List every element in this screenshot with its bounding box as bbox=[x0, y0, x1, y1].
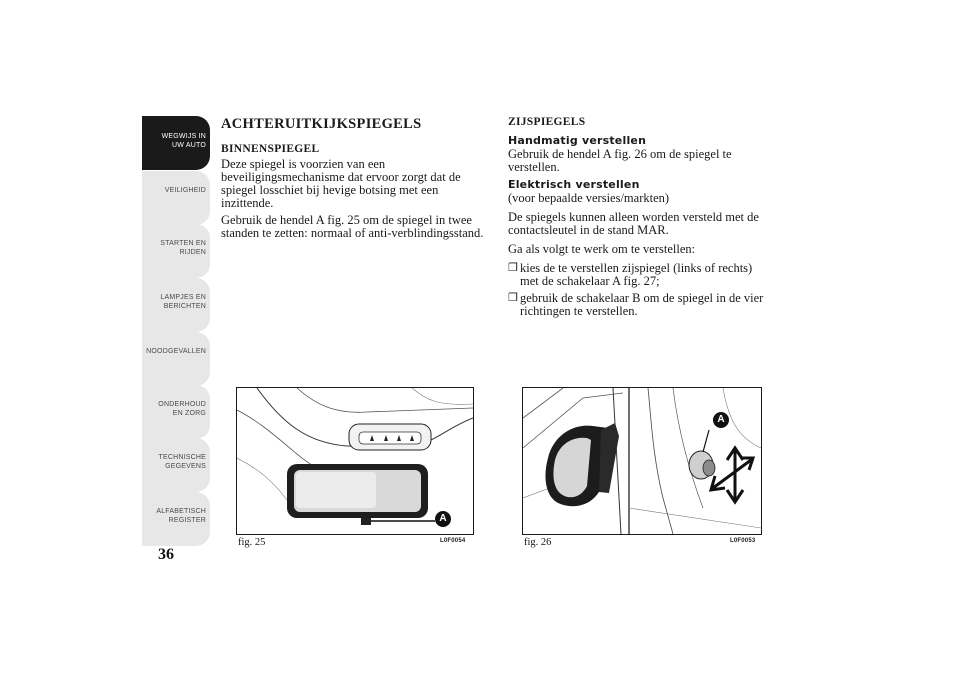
left-column bbox=[221, 116, 486, 244]
figure-25-interior-mirror bbox=[236, 387, 474, 535]
tab-onderhoud-en-zorg[interactable] bbox=[142, 385, 210, 439]
figure-26-side-mirror bbox=[522, 387, 762, 535]
tab-lampjes-en-berichten[interactable] bbox=[142, 278, 210, 332]
callout-a: A bbox=[435, 511, 451, 527]
checkbox-bullet-icon: ❒ bbox=[508, 292, 518, 304]
tab-label: ALFABETISCH REGISTER bbox=[156, 508, 206, 524]
manual-heading: Handmatig verstellen bbox=[508, 134, 647, 147]
checkbox-bullet-icon: ❒ bbox=[508, 262, 518, 274]
tab-label: STARTEN EN RIJDEN bbox=[160, 240, 206, 256]
tab-alfabetisch-register[interactable] bbox=[142, 492, 210, 546]
list-item-text: gebruik de schakelaar B om de spiegel in de vier richtingen te verstellen. bbox=[520, 291, 764, 318]
tab-technische-gegevens[interactable] bbox=[142, 438, 210, 492]
list-item-text: kies de te verstellen zijspiegel (links of rechts) met de schakelaar A fig. 27; bbox=[520, 261, 753, 288]
tab-label: TECHNISCHE GEGEVENS bbox=[158, 454, 206, 470]
callout-a: A bbox=[713, 412, 729, 428]
subsection-title: BINNENSPIEGEL bbox=[221, 143, 320, 155]
tab-label: NOODGEVALLEN bbox=[146, 348, 206, 355]
list-item bbox=[508, 292, 773, 318]
figure-code: L0F0054 bbox=[440, 538, 466, 544]
figure-caption: fig. 26 bbox=[524, 537, 552, 548]
note: (voor bepaalde versies/markten) bbox=[508, 191, 670, 205]
tab-label: WEGWIJS IN UW AUTO bbox=[161, 133, 206, 149]
tab-noodgevallen[interactable] bbox=[142, 332, 210, 386]
right-column bbox=[508, 116, 773, 322]
subsection-title: ZIJSPIEGELS bbox=[508, 116, 586, 128]
tab-starten-en-rijden[interactable] bbox=[142, 224, 210, 278]
figure-code: L0F0053 bbox=[730, 538, 756, 544]
paragraph: Ga als volgt te werk om te verstellen: bbox=[508, 242, 696, 256]
paragraph: Gebruik de hendel A fig. 25 om de spiegel in twee standen te zetten: normaal of anti-verblindingsstand. bbox=[221, 213, 484, 240]
list-item bbox=[508, 262, 773, 288]
paragraph: De spiegels kunnen alleen worden versteld met de contactsleutel in de stand MAR. bbox=[508, 210, 759, 237]
side-mirror-illustration bbox=[523, 388, 761, 534]
electric-heading: Elektrisch verstellen bbox=[508, 178, 640, 191]
tab-label: VEILIGHEID bbox=[164, 187, 206, 194]
tab-label: LAMPJES EN BERICHTEN bbox=[160, 294, 206, 310]
paragraph: Deze spiegel is voorzien van een beveiligingsmechanisme dat ervoor zorgt dat de spiegel losschiet bij hevige botsing met een inzittende. bbox=[221, 157, 461, 210]
page-number: 36 bbox=[158, 546, 174, 563]
tab-wegwijs-in-uw-auto[interactable] bbox=[142, 116, 210, 170]
paragraph: Gebruik de hendel A fig. 26 om de spiegel te verstellen. bbox=[508, 147, 732, 174]
tab-label: ONDERHOUD EN ZORG bbox=[158, 401, 206, 417]
figure-caption: fig. 25 bbox=[238, 537, 266, 548]
section-title: ACHTERUITKIJKSPIEGELS bbox=[221, 116, 422, 132]
tab-veiligheid[interactable] bbox=[142, 171, 210, 225]
